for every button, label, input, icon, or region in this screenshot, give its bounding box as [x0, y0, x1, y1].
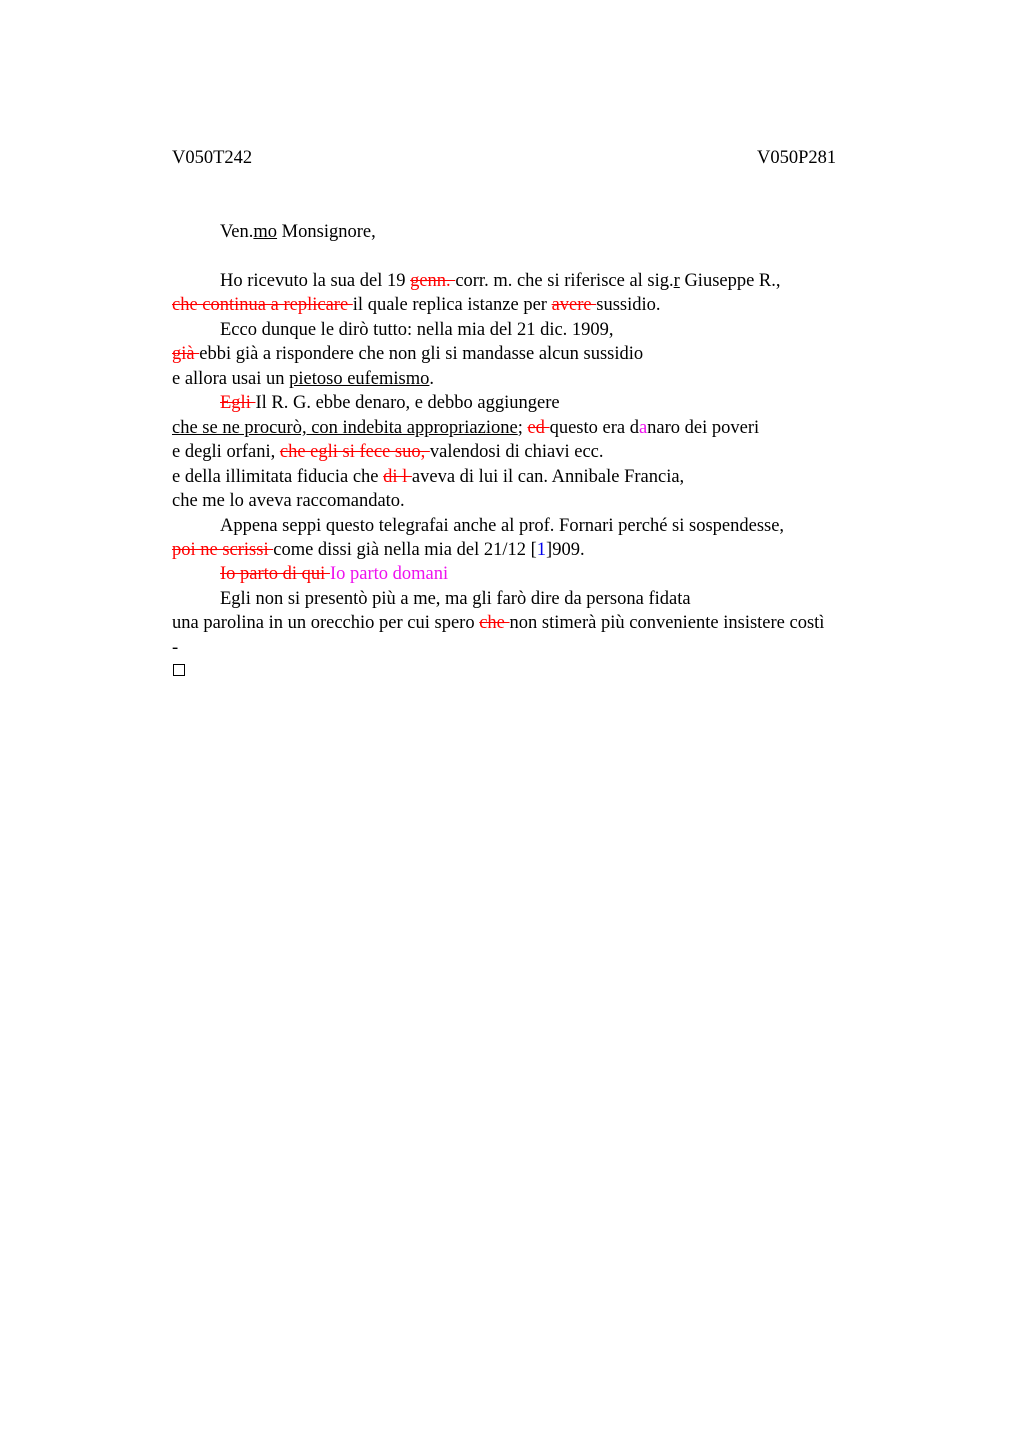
underlined-text: pietoso eufemismo [289, 369, 430, 389]
text: e degli orfani, [172, 442, 280, 462]
deleted-text: di l [383, 467, 412, 487]
letter-line-14 [220, 587, 691, 611]
text: sussidio. [596, 295, 661, 315]
inserted-text: a [638, 418, 648, 438]
empty-box-icon [173, 664, 185, 676]
text: ; [517, 418, 528, 438]
deleted-text: che egli si fece suo, [279, 442, 430, 462]
letter-line-16 [172, 636, 178, 660]
text: ebbi già a rispondere che non gli si mandasse alcun sussidio [199, 344, 644, 364]
letter-line-4 [172, 342, 643, 366]
letter-line-8 [172, 440, 604, 464]
text: Ho ricevuto la sua del 19 [220, 271, 411, 291]
letter-line-1 [220, 269, 781, 293]
document-id-right: V050P281 [757, 148, 837, 168]
letter-line-12 [172, 538, 585, 562]
deleted-text: Egli [220, 393, 256, 413]
letter-line-9 [172, 465, 684, 489]
text: una parolina in un orecchio per cui spero [172, 613, 480, 633]
deleted-text: genn. [410, 271, 456, 291]
text: ]909. [546, 540, 585, 560]
deleted-text: che [479, 613, 510, 633]
text: e allora usai un [172, 369, 290, 389]
letter-line-5 [172, 367, 434, 391]
text: corr. m. che si riferisce al sig. [455, 271, 674, 291]
text: . [429, 369, 435, 389]
salutation-abbrev: mo [253, 222, 278, 242]
letter-line-13 [220, 562, 448, 586]
text: naro dei poveri [647, 418, 760, 438]
text: Egli non si presentò più a me, ma gli farò dire da persona fidata [220, 589, 691, 609]
letter-line-15 [172, 611, 824, 635]
salutation-text: Ven. [220, 222, 254, 242]
salutation [220, 220, 376, 244]
text: come dissi già nella mia del 21/12 [ [273, 540, 537, 560]
underlined-text: r [673, 271, 680, 291]
deleted-text: avere [551, 295, 597, 315]
inserted-text: Io parto domani [329, 564, 449, 584]
letter-line-2 [172, 293, 661, 317]
deleted-text: poi ne scrissi [172, 540, 274, 560]
document-id-left: V050T242 [172, 148, 253, 168]
deleted-text: che continua a replicare [172, 295, 353, 315]
dash: - [172, 638, 179, 658]
letter-line-7 [172, 416, 759, 440]
deleted-text: ed [527, 418, 550, 438]
text: che me lo aveva raccomandato. [172, 491, 405, 511]
deleted-text: già [172, 344, 200, 364]
letter-line-10 [172, 489, 405, 513]
text: non stimerà più conveniente insistere costì [509, 613, 825, 633]
text: Appena seppi questo telegrafai anche al prof. Fornari perché si sospendesse, [220, 516, 785, 536]
text: aveva di lui il can. Annibale Francia, [411, 467, 685, 487]
text: Ecco dunque le dirò tutto: nella mia del 21 dic. 1909, [220, 320, 614, 340]
text: Giuseppe R., [679, 271, 781, 291]
text: il quale replica istanze per [352, 295, 552, 315]
editorial-correction: 1 [536, 540, 547, 560]
letter-line-11 [220, 514, 784, 538]
text: Il R. G. ebbe denaro, e debbo aggiungere [255, 393, 560, 413]
text: e della illimitata fiducia che [172, 467, 384, 487]
letter-line-3 [220, 318, 614, 342]
text: valendosi di chiavi ecc. [429, 442, 604, 462]
text: questo era d [549, 418, 639, 438]
letter-line-6 [220, 391, 560, 415]
deleted-text: Io parto di qui [220, 564, 330, 584]
salutation-text-end: Monsignore, [277, 222, 376, 242]
underlined-text: che se ne procurò, con indebita appropriazione [172, 418, 518, 438]
